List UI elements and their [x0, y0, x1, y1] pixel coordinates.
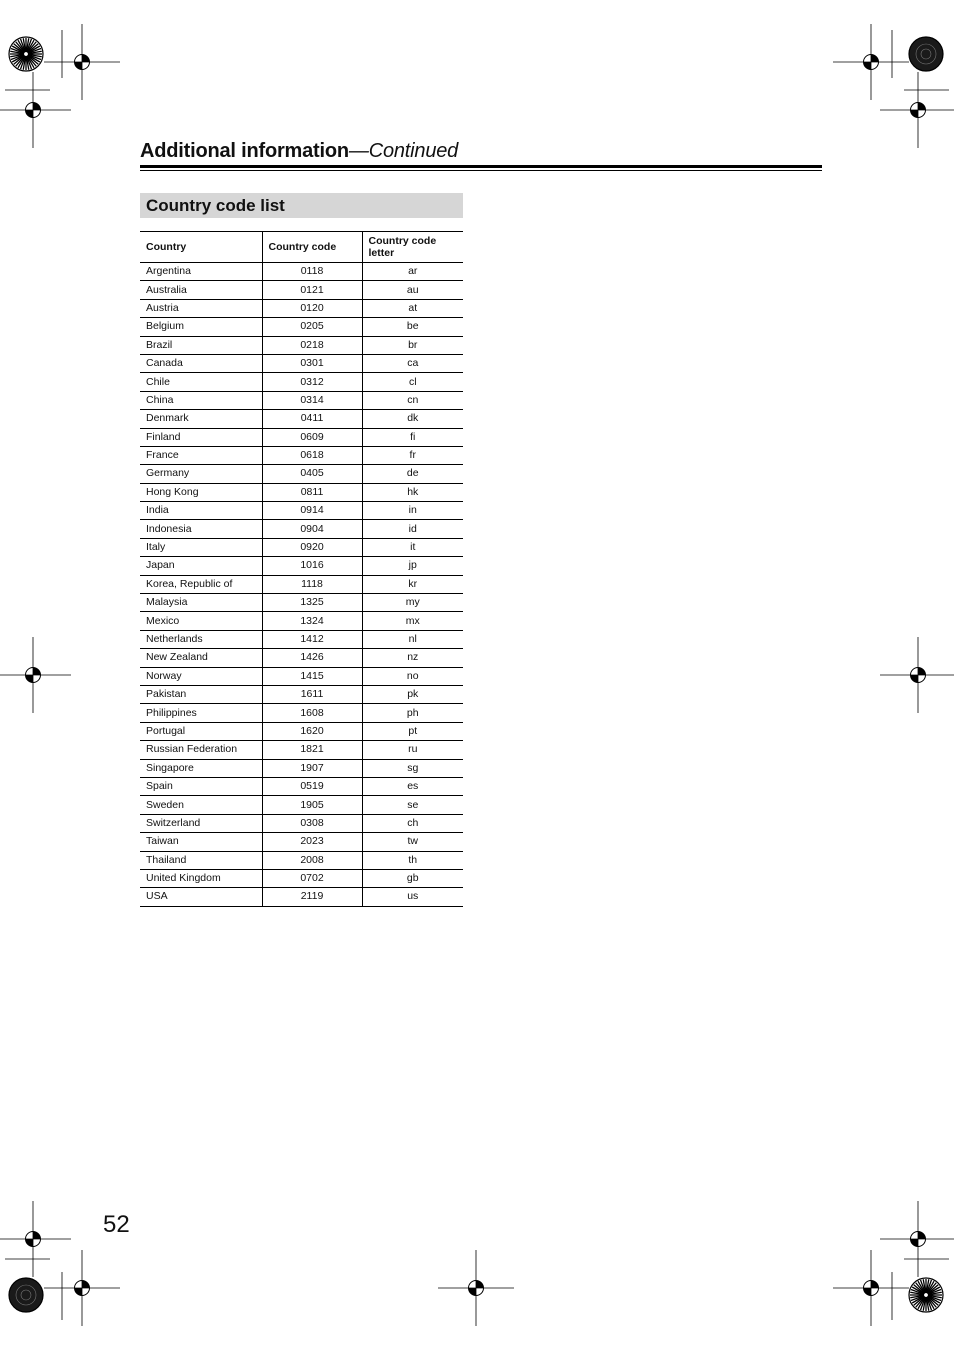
cell-country: Chile [140, 373, 262, 391]
cell-country: India [140, 502, 262, 520]
cell-country-code: 1608 [262, 704, 362, 722]
cell-country-code: 0914 [262, 502, 362, 520]
cell-country: Switzerland [140, 814, 262, 832]
cell-country-code-letter: ru [362, 741, 463, 759]
column-header-country-code-letter: Country code letter [362, 232, 463, 263]
cell-country: Singapore [140, 759, 262, 777]
cell-country-code-letter: my [362, 594, 463, 612]
cell-country: Brazil [140, 336, 262, 354]
cell-country-code: 1907 [262, 759, 362, 777]
cell-country-code-letter: id [362, 520, 463, 538]
table-row [140, 428, 463, 446]
cell-country-code-letter: de [362, 465, 463, 483]
cell-country-code: 2008 [262, 851, 362, 869]
table-row [140, 630, 463, 648]
cell-country-code: 1412 [262, 630, 362, 648]
table-row [140, 465, 463, 483]
cell-country-code: 0411 [262, 410, 362, 428]
table-row [140, 281, 463, 299]
cell-country: Denmark [140, 410, 262, 428]
header-rule-thick [140, 165, 822, 168]
cell-country-code-letter: tw [362, 833, 463, 851]
column-header-country-code: Country code [262, 232, 362, 263]
cell-country-code-letter: nz [362, 649, 463, 667]
table-row [140, 354, 463, 372]
table-row [140, 299, 463, 317]
page-title-main: Additional information [140, 140, 349, 162]
cell-country-code: 1324 [262, 612, 362, 630]
cell-country-code-letter: sg [362, 759, 463, 777]
cell-country-code: 0920 [262, 538, 362, 556]
cell-country-code-letter: cl [362, 373, 463, 391]
table-row [140, 649, 463, 667]
cell-country: Taiwan [140, 833, 262, 851]
cell-country: Canada [140, 354, 262, 372]
cell-country: Australia [140, 281, 262, 299]
table-row [140, 520, 463, 538]
cell-country-code-letter: be [362, 318, 463, 336]
cell-country-code-letter: fr [362, 446, 463, 464]
table-row [140, 722, 463, 740]
cell-country-code: 2023 [262, 833, 362, 851]
cell-country-code: 0301 [262, 354, 362, 372]
table-row [140, 483, 463, 501]
cell-country-code: 0205 [262, 318, 362, 336]
cell-country: France [140, 446, 262, 464]
page-title [140, 139, 822, 163]
cell-country-code-letter: cn [362, 391, 463, 409]
table-body [140, 263, 463, 907]
cell-country: Finland [140, 428, 262, 446]
table-row [140, 685, 463, 703]
cell-country-code: 1611 [262, 685, 362, 703]
cell-country-code: 0811 [262, 483, 362, 501]
cell-country-code: 1325 [262, 594, 362, 612]
cell-country-code-letter: us [362, 888, 463, 906]
cell-country-code-letter: ca [362, 354, 463, 372]
cell-country-code: 0702 [262, 869, 362, 887]
cell-country-code-letter: gb [362, 869, 463, 887]
cell-country-code-letter: pk [362, 685, 463, 703]
cell-country-code: 1016 [262, 557, 362, 575]
header-rule-thin [140, 170, 822, 171]
table-row [140, 318, 463, 336]
cell-country: Pakistan [140, 685, 262, 703]
table-row [140, 410, 463, 428]
cell-country: China [140, 391, 262, 409]
table-row [140, 869, 463, 887]
table-row [140, 575, 463, 593]
country-code-table [140, 231, 463, 907]
table-row [140, 446, 463, 464]
cell-country-code: 1415 [262, 667, 362, 685]
table-row [140, 557, 463, 575]
table-row [140, 833, 463, 851]
table-row [140, 704, 463, 722]
cell-country: Belgium [140, 318, 262, 336]
cell-country-code-letter: nl [362, 630, 463, 648]
cell-country-code-letter: jp [362, 557, 463, 575]
cell-country-code-letter: ch [362, 814, 463, 832]
cell-country: Russian Federation [140, 741, 262, 759]
cell-country: Italy [140, 538, 262, 556]
cell-country: Mexico [140, 612, 262, 630]
cell-country-code-letter: kr [362, 575, 463, 593]
cell-country-code-letter: th [362, 851, 463, 869]
table-row [140, 796, 463, 814]
cell-country-code: 0618 [262, 446, 362, 464]
cell-country-code: 0121 [262, 281, 362, 299]
cell-country: Spain [140, 777, 262, 795]
table-row [140, 373, 463, 391]
table-row [140, 612, 463, 630]
cell-country-code: 1426 [262, 649, 362, 667]
cell-country-code: 0405 [262, 465, 362, 483]
cell-country: Thailand [140, 851, 262, 869]
cell-country-code-letter: fi [362, 428, 463, 446]
table-row [140, 391, 463, 409]
cell-country-code-letter: ph [362, 704, 463, 722]
cell-country-code-letter: it [362, 538, 463, 556]
cell-country: Sweden [140, 796, 262, 814]
cell-country: Portugal [140, 722, 262, 740]
cell-country-code: 1821 [262, 741, 362, 759]
cell-country-code: 2119 [262, 888, 362, 906]
cell-country: Argentina [140, 263, 262, 281]
cell-country: Netherlands [140, 630, 262, 648]
cell-country-code: 0609 [262, 428, 362, 446]
table-row [140, 741, 463, 759]
table-row [140, 814, 463, 832]
cell-country-code-letter: se [362, 796, 463, 814]
section-title: Country code list [146, 196, 285, 215]
cell-country: Hong Kong [140, 483, 262, 501]
cell-country: Malaysia [140, 594, 262, 612]
table-row [140, 851, 463, 869]
section-heading-box [140, 193, 463, 218]
cell-country: Germany [140, 465, 262, 483]
cell-country-code: 0904 [262, 520, 362, 538]
table-row [140, 594, 463, 612]
cell-country-code: 0120 [262, 299, 362, 317]
cell-country: Indonesia [140, 520, 262, 538]
table-row [140, 538, 463, 556]
cell-country-code: 0314 [262, 391, 362, 409]
cell-country-code-letter: pt [362, 722, 463, 740]
cell-country-code: 1905 [262, 796, 362, 814]
table-row [140, 263, 463, 281]
cell-country: Norway [140, 667, 262, 685]
cell-country-code-letter: mx [362, 612, 463, 630]
cell-country: Philippines [140, 704, 262, 722]
cell-country: New Zealand [140, 649, 262, 667]
cell-country-code: 0308 [262, 814, 362, 832]
cell-country-code: 1118 [262, 575, 362, 593]
cell-country-code: 0218 [262, 336, 362, 354]
cell-country-code-letter: no [362, 667, 463, 685]
cell-country-code-letter: dk [362, 410, 463, 428]
cell-country-code-letter: br [362, 336, 463, 354]
cell-country-code-letter: es [362, 777, 463, 795]
table-row [140, 667, 463, 685]
table-row [140, 336, 463, 354]
cell-country: United Kingdom [140, 869, 262, 887]
cell-country: Korea, Republic of [140, 575, 262, 593]
page-number: 52 [103, 1211, 130, 1238]
cell-country: Austria [140, 299, 262, 317]
table-header-row [140, 232, 463, 263]
cell-country-code-letter: hk [362, 483, 463, 501]
cell-country-code-letter: in [362, 502, 463, 520]
cell-country-code-letter: at [362, 299, 463, 317]
cell-country-code: 1620 [262, 722, 362, 740]
table-row [140, 777, 463, 795]
table-row [140, 759, 463, 777]
cell-country-code: 0519 [262, 777, 362, 795]
cell-country: Japan [140, 557, 262, 575]
cell-country-code-letter: ar [362, 263, 463, 281]
cell-country-code: 0118 [262, 263, 362, 281]
column-header-country: Country [140, 232, 262, 263]
page-title-continued: —Continued [348, 140, 459, 162]
cell-country: USA [140, 888, 262, 906]
cell-country-code: 0312 [262, 373, 362, 391]
table-row [140, 888, 463, 906]
cell-country-code-letter: au [362, 281, 463, 299]
table-row [140, 502, 463, 520]
page-header [140, 139, 822, 163]
